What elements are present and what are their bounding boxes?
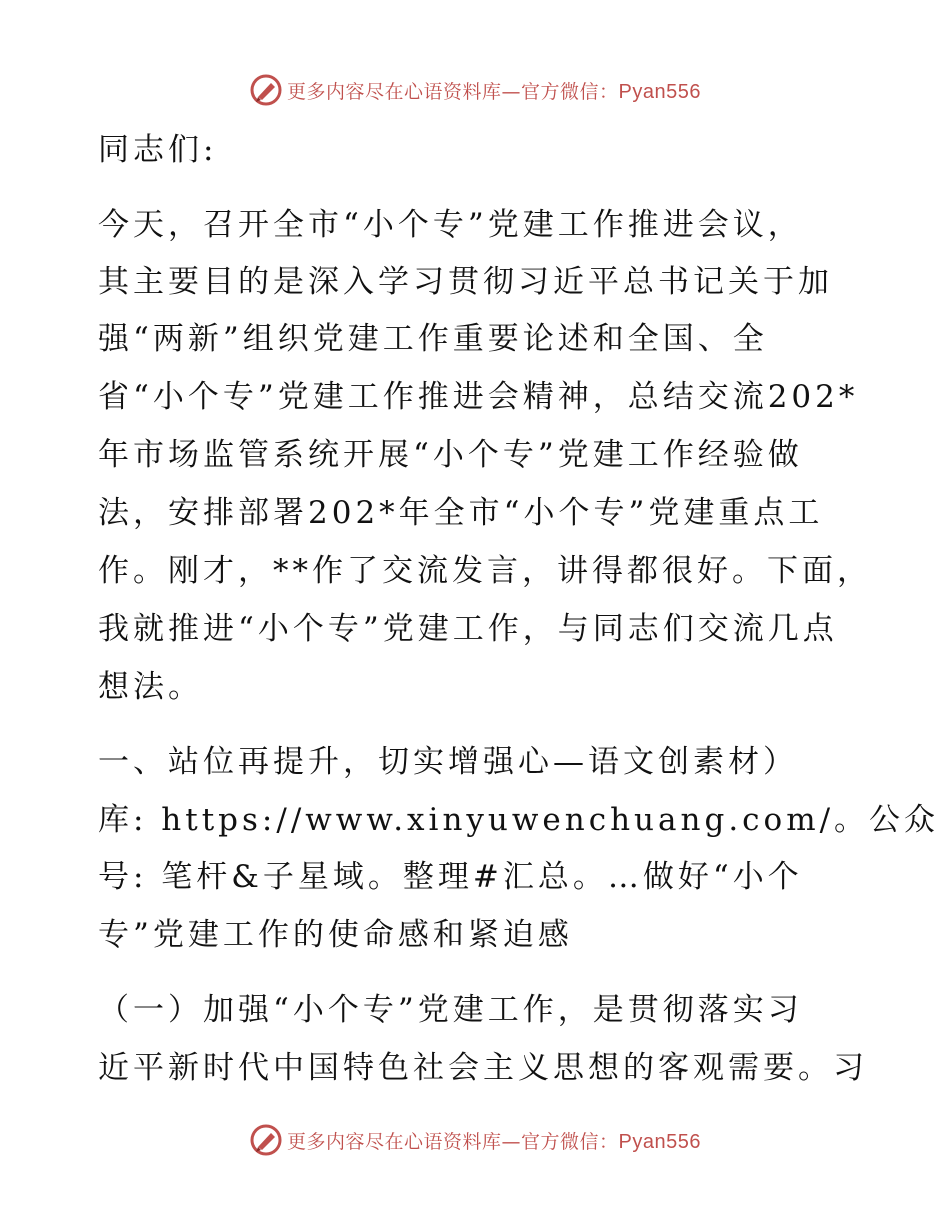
paragraph-line: 今天，召开全市“小个专”党建工作推进会议，: [98, 207, 803, 243]
paragraph-line: 我就推进“小个专”党建工作，与同志们交流几点: [98, 611, 838, 647]
paragraph-line: 强“两新”组织党建工作重要论述和全国、全: [98, 321, 768, 357]
watermark-id: Pyan556: [618, 80, 701, 103]
watermark-text: [287, 77, 701, 104]
paragraph-line: 法，安排部署202*年全市“小个专”党建重点工: [98, 495, 824, 531]
paragraph-line: 想法。: [98, 669, 203, 705]
section-heading-line: 一、站位再提升，切实增强心—语文创素材）: [98, 744, 798, 780]
watermark-header: [0, 70, 950, 110]
pen-logo-icon: [249, 73, 283, 107]
paragraph-line: 作。刚才，**作了交流发言，讲得都很好。下面，: [98, 553, 872, 589]
watermark-footer: [0, 1120, 950, 1160]
pen-logo-icon: [249, 1123, 283, 1157]
section-heading-line: 专”党建工作的使命感和紧迫感: [98, 917, 573, 953]
watermark-text: [287, 1127, 701, 1154]
paragraph-line: 年市场监管系统开展“小个专”党建工作经验做: [98, 437, 803, 473]
paragraph-line: 其主要目的是深入学习贯彻习近平总书记关于加: [98, 264, 833, 300]
paragraph-line: 省“小个专”党建工作推进会精神，总结交流202*: [98, 379, 859, 415]
subsection-line: 近平新时代中国特色社会主义思想的客观需要。习: [98, 1050, 868, 1086]
watermark-id: Pyan556: [618, 1130, 701, 1153]
watermark-label: 更多内容尽在心语资料库—官方微信：: [287, 1130, 619, 1153]
subsection-line: （一）加强“小个专”党建工作，是贯彻落实习: [98, 992, 803, 1028]
section-heading-line: 库: https://www.xinyuwenchuang.com/。公众: [98, 802, 940, 838]
watermark-label: 更多内容尽在心语资料库—官方微信：: [287, 80, 619, 103]
section-heading-line: 号: 笔杆&子星域。整理#汇总。…做好“小个: [98, 859, 803, 895]
salutation: 同志们:: [98, 132, 218, 168]
